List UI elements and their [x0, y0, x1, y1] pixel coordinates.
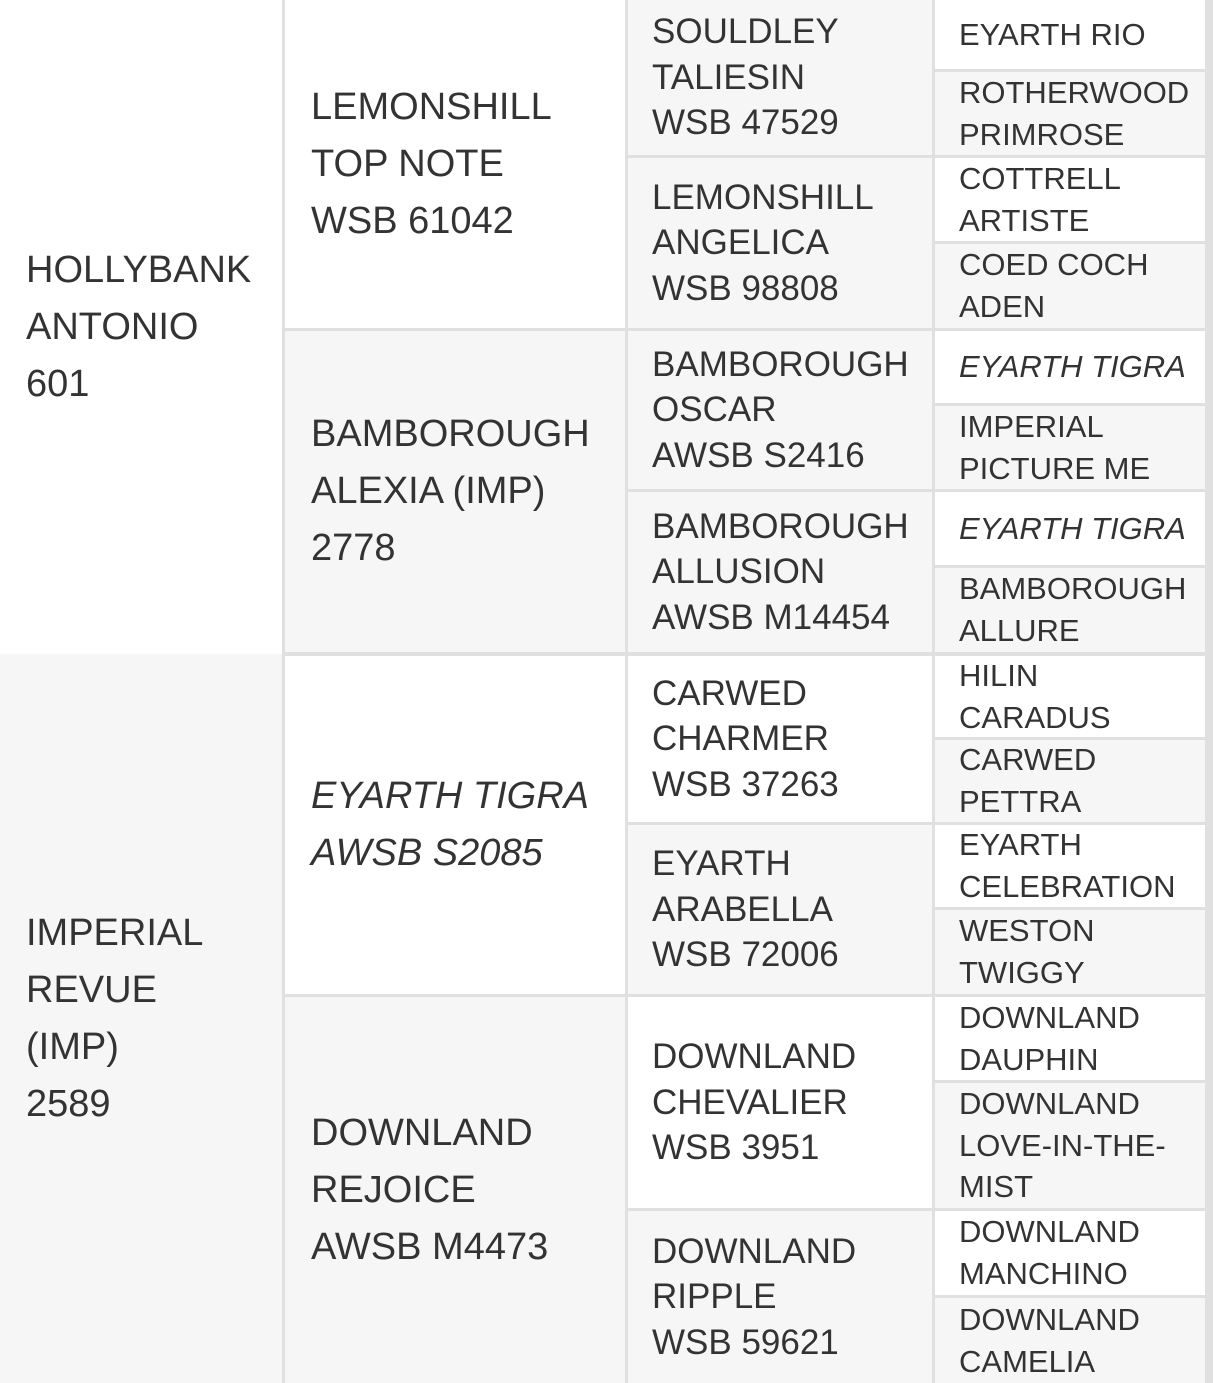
pedigree-cell-dssd	[935, 740, 1205, 822]
ddds-name: DOWNLAND MANCHINO	[959, 1214, 1140, 1291]
pedigree-cell-dsdd	[935, 910, 1205, 994]
dsds-name: EYARTH CELEBRATION	[959, 827, 1176, 904]
ddsd-name: DOWNLAND LOVE-IN-THE- MIST	[959, 1085, 1166, 1205]
pedigree-cell-sddd	[935, 568, 1205, 652]
sdd-name: BAMBOROUGH ALLUSION AWSB M14454	[652, 506, 909, 637]
pedigree-cell-dsd	[628, 825, 932, 994]
pedigree-cell-sdd	[628, 492, 932, 652]
sddd-name: BAMBOROUGH ALLURE	[959, 571, 1187, 648]
sdsd-name: IMPERIAL PICTURE ME	[959, 408, 1151, 486]
sire-sire-name: LEMONSHILL TOP NOTE WSB 61042	[311, 85, 552, 242]
pedigree-cell-dam-dam	[285, 997, 625, 1383]
dsss-name: HILIN CARADUS	[959, 657, 1111, 735]
dam-name: IMPERIAL REVUE (IMP) 2589	[26, 911, 204, 1125]
ssss-name: EYARTH RIO	[959, 16, 1146, 52]
ssds-name: COTTRELL ARTISTE	[959, 160, 1121, 238]
dds-name: DOWNLAND CHEVALIER WSB 3951	[652, 1037, 857, 1168]
pedigree-cell-dss	[628, 656, 932, 822]
ssd-name: LEMONSHILL ANGELICA WSB 98808	[652, 177, 874, 308]
pedigree-cell-sdds	[935, 492, 1205, 565]
dam-sire-name: EYARTH TIGRA AWSB S2085	[311, 775, 590, 874]
sdds-name: EYARTH TIGRA	[959, 510, 1186, 546]
dssd-name: CARWED PETTRA	[959, 742, 1097, 819]
pedigree-cell-ddds	[935, 1211, 1205, 1295]
ssdd-name: COED COCH ADEN	[959, 247, 1149, 324]
dddd-name: DOWNLAND CAMELIA	[959, 1301, 1140, 1379]
dss-name: CARWED CHARMER WSB 37263	[652, 673, 839, 804]
sssd-name: ROTHERWOOD PRIMROSE	[959, 74, 1190, 152]
dam-dam-name: DOWNLAND REJOICE AWSB M4473	[311, 1111, 549, 1268]
pedigree-cell-sdss	[935, 331, 1205, 403]
pedigree-cell-sdsd	[935, 406, 1205, 489]
pedigree-cell-dsss	[935, 656, 1205, 737]
pedigree-cell-sds	[628, 331, 932, 489]
pedigree-cell-dsds	[935, 825, 1205, 907]
pedigree-cell-sire-sire	[285, 0, 625, 328]
ddss-name: DOWNLAND DAUPHIN	[959, 999, 1140, 1077]
pedigree-cell-ddsd	[935, 1083, 1205, 1208]
pedigree-cell-dam	[0, 654, 282, 1383]
sire-dam-name: BAMBOROUGH ALEXIA (IMP) 2778	[311, 413, 590, 569]
pedigree-cell-ssd	[628, 158, 932, 328]
pedigree-cell-ddd	[628, 1211, 932, 1383]
pedigree-cell-sss	[628, 0, 932, 155]
sdss-name: EYARTH TIGRA	[959, 349, 1186, 385]
pedigree-cell-dddd	[935, 1298, 1205, 1383]
pedigree-cell-ddss	[935, 997, 1205, 1080]
ddd-name: DOWNLAND RIPPLE WSB 59621	[652, 1231, 857, 1362]
pedigree-cell-dam-sire	[285, 656, 625, 994]
sire-name: HOLLYBANK ANTONIO 601	[26, 248, 252, 405]
sds-name: BAMBOROUGH OSCAR AWSB S2416	[652, 344, 909, 475]
dsdd-name: WESTON TWIGGY	[959, 913, 1095, 990]
pedigree-cell-ssss	[935, 0, 1205, 69]
pedigree-cell-dds	[628, 997, 932, 1208]
pedigree-cell-sire	[0, 0, 282, 654]
sss-name: SOULDLEY TALIESIN WSB 47529	[652, 12, 839, 143]
dsd-name: EYARTH ARABELLA WSB 72006	[652, 844, 839, 975]
pedigree-cell-ssdd	[935, 244, 1205, 328]
pedigree-cell-ssds	[935, 158, 1205, 241]
pedigree-cell-sssd	[935, 72, 1205, 155]
pedigree-cell-sire-dam	[285, 331, 625, 652]
